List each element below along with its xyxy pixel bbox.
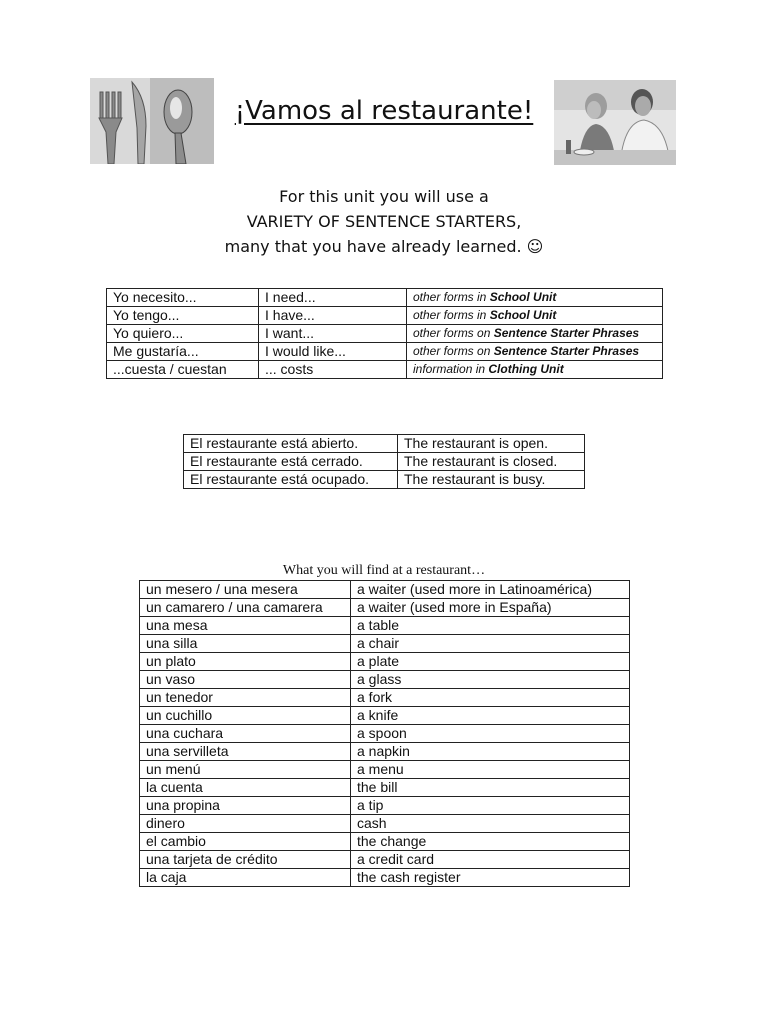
spanish-cell: ...cuesta / cuestan xyxy=(107,361,259,379)
table-row xyxy=(140,617,630,635)
english-cell: a chair xyxy=(351,635,630,653)
spanish-cell: El restaurante está cerrado. xyxy=(184,453,398,471)
english-cell: I want... xyxy=(259,325,407,343)
english-cell: the cash register xyxy=(351,869,630,887)
english-cell: a waiter (used more in España) xyxy=(351,599,630,617)
sentence-starters-table xyxy=(106,288,663,379)
english-cell: a napkin xyxy=(351,743,630,761)
english-cell: a credit card xyxy=(351,851,630,869)
table-row xyxy=(140,815,630,833)
table-row xyxy=(107,325,663,343)
note-cell: other forms in School Unit xyxy=(407,307,663,325)
spanish-cell: un menú xyxy=(140,761,351,779)
table-row xyxy=(140,725,630,743)
english-cell: The restaurant is open. xyxy=(398,435,585,453)
intro-line: many that you have already learned. ☺ xyxy=(224,237,544,256)
spanish-cell: Yo tengo... xyxy=(107,307,259,325)
table-row xyxy=(140,833,630,851)
table-row xyxy=(184,471,585,489)
english-cell: the bill xyxy=(351,779,630,797)
vocabulary-table xyxy=(139,580,630,887)
table-row xyxy=(140,581,630,599)
spanish-cell: un vaso xyxy=(140,671,351,689)
table-row xyxy=(140,671,630,689)
note-cell: other forms in School Unit xyxy=(407,289,663,307)
spanish-cell: un plato xyxy=(140,653,351,671)
english-cell: ... costs xyxy=(259,361,407,379)
english-cell: a knife xyxy=(351,707,630,725)
vocab-caption: What you will find at a restaurant… xyxy=(282,563,486,578)
spanish-cell: la caja xyxy=(140,869,351,887)
table-row xyxy=(107,307,663,325)
table-row xyxy=(107,343,663,361)
spanish-cell: una mesa xyxy=(140,617,351,635)
intro-text xyxy=(0,184,768,259)
english-cell: a table xyxy=(351,617,630,635)
table-row xyxy=(184,435,585,453)
table-row xyxy=(140,635,630,653)
table-row xyxy=(140,689,630,707)
intro-line: VARIETY OF SENTENCE STARTERS, xyxy=(246,212,522,231)
spanish-cell: un tenedor xyxy=(140,689,351,707)
table-row xyxy=(184,453,585,471)
table-row xyxy=(140,761,630,779)
table-row xyxy=(107,361,663,379)
table-row xyxy=(140,797,630,815)
spanish-cell: un mesero / una mesera xyxy=(140,581,351,599)
spanish-cell: El restaurante está abierto. xyxy=(184,435,398,453)
table-row xyxy=(140,653,630,671)
english-cell: the change xyxy=(351,833,630,851)
spanish-cell: dinero xyxy=(140,815,351,833)
english-cell: a waiter (used more in Latinoamérica) xyxy=(351,581,630,599)
page-title: ¡Vamos al restaurante! xyxy=(234,96,534,126)
english-cell: cash xyxy=(351,815,630,833)
spanish-cell: un camarero / una camarera xyxy=(140,599,351,617)
spanish-cell: una propina xyxy=(140,797,351,815)
english-cell: a tip xyxy=(351,797,630,815)
table-row xyxy=(140,779,630,797)
spanish-cell: una servilleta xyxy=(140,743,351,761)
spanish-cell: Me gustaría... xyxy=(107,343,259,361)
note-cell: information in Clothing Unit xyxy=(407,361,663,379)
english-cell: a fork xyxy=(351,689,630,707)
spanish-cell: un cuchillo xyxy=(140,707,351,725)
table-row xyxy=(107,289,663,307)
spanish-cell: la cuenta xyxy=(140,779,351,797)
spanish-cell: una cuchara xyxy=(140,725,351,743)
table-row xyxy=(140,707,630,725)
spanish-cell: El restaurante está ocupado. xyxy=(184,471,398,489)
couple-dining-icon xyxy=(554,80,676,165)
spanish-cell: una silla xyxy=(140,635,351,653)
english-cell: The restaurant is closed. xyxy=(398,453,585,471)
english-cell: I have... xyxy=(259,307,407,325)
spanish-cell: Yo necesito... xyxy=(107,289,259,307)
english-cell: a glass xyxy=(351,671,630,689)
english-cell: I need... xyxy=(259,289,407,307)
english-cell: The restaurant is busy. xyxy=(398,471,585,489)
restaurant-status-table xyxy=(183,434,585,489)
table-row xyxy=(140,851,630,869)
table-row xyxy=(140,599,630,617)
note-cell: other forms on Sentence Starter Phrases xyxy=(407,343,663,361)
note-cell: other forms on Sentence Starter Phrases xyxy=(407,325,663,343)
restaurant-couple-photo xyxy=(554,80,676,165)
english-cell: a menu xyxy=(351,761,630,779)
table-row xyxy=(140,869,630,887)
english-cell: I would like... xyxy=(259,343,407,361)
english-cell: a spoon xyxy=(351,725,630,743)
intro-line: For this unit you will use a xyxy=(279,187,489,206)
table-row xyxy=(140,743,630,761)
spanish-cell: una tarjeta de crédito xyxy=(140,851,351,869)
spanish-cell: Yo quiero... xyxy=(107,325,259,343)
spanish-cell: el cambio xyxy=(140,833,351,851)
english-cell: a plate xyxy=(351,653,630,671)
